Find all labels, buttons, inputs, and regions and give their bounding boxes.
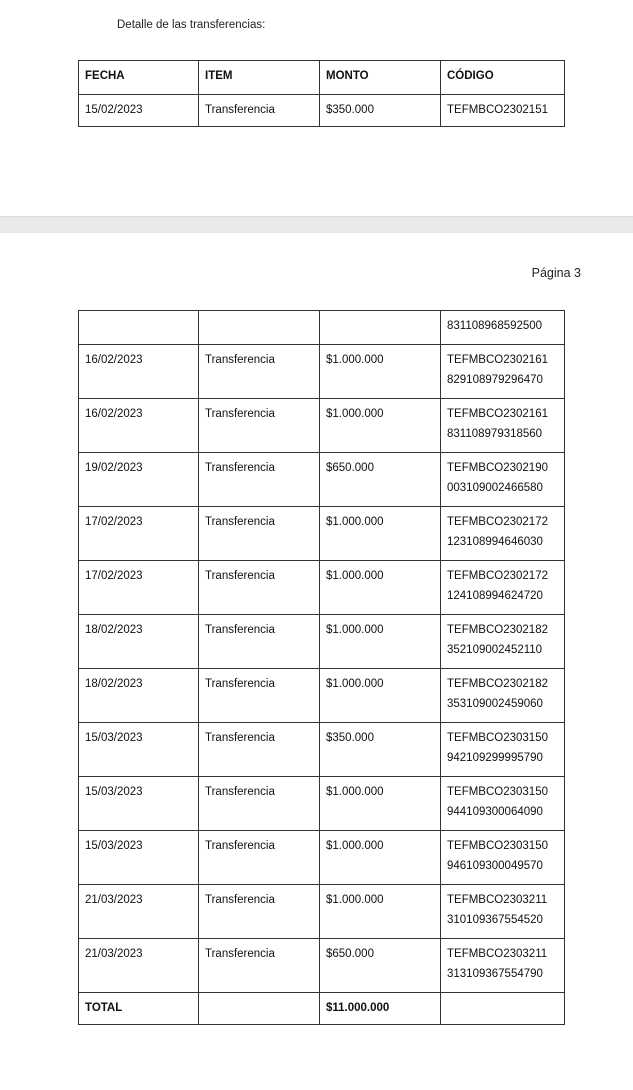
codigo-reference: TEFMBCO2303211	[447, 948, 548, 960]
page-number: Página 3	[531, 266, 581, 280]
cell-codigo	[441, 885, 565, 939]
cell-monto: $650.000	[320, 453, 441, 507]
cell-monto: $1.000.000	[320, 885, 441, 939]
table-row	[79, 561, 565, 615]
header-codigo: CÓDIGO	[441, 61, 565, 95]
cell-item: Transferencia	[199, 453, 320, 507]
cell-fecha: 21/03/2023	[79, 939, 199, 993]
table-row	[79, 885, 565, 939]
cell-codigo	[441, 723, 565, 777]
table-row	[79, 615, 565, 669]
cell-item: Transferencia	[199, 561, 320, 615]
codigo-reference: TEFMBCO2303150	[447, 840, 548, 852]
cell-monto: $1.000.000	[320, 615, 441, 669]
cell-monto: $1.000.000	[320, 507, 441, 561]
table-row	[79, 939, 565, 993]
transfers-table-page-2	[78, 60, 565, 127]
total-label: TOTAL	[79, 993, 199, 1025]
codigo-number: 944109300064090	[447, 806, 543, 818]
cell-codigo	[441, 453, 565, 507]
table-row	[79, 95, 565, 127]
transfers-table-page-3	[78, 310, 565, 1025]
codigo-number: 352109002452110	[447, 644, 543, 656]
cell-codigo	[441, 777, 565, 831]
cell-item: Transferencia	[199, 777, 320, 831]
transfers-intro-text: Detalle de las transferencias:	[117, 19, 266, 31]
cell-empty	[199, 993, 320, 1025]
codigo-reference: TEFMBCO2302182	[447, 678, 548, 690]
cell-fecha: 16/02/2023	[79, 345, 199, 399]
cell-codigo: 831108968592500	[441, 311, 565, 345]
cell-item: Transferencia	[199, 669, 320, 723]
cell-fecha: 16/02/2023	[79, 399, 199, 453]
codigo-number: 831108979318560	[447, 428, 543, 440]
cell-fecha: 17/02/2023	[79, 507, 199, 561]
cell-codigo	[441, 831, 565, 885]
cell-item-empty	[199, 311, 320, 345]
codigo-number: 310109367554520	[447, 914, 543, 926]
table-row-continuation	[79, 311, 565, 345]
cell-codigo	[441, 669, 565, 723]
cell-monto-empty	[320, 311, 441, 345]
codigo-reference: TEFMBCO2302182	[447, 624, 548, 636]
table-row	[79, 669, 565, 723]
cell-empty	[441, 993, 565, 1025]
cell-fecha: 21/03/2023	[79, 885, 199, 939]
cell-monto: $1.000.000	[320, 561, 441, 615]
cell-monto: $650.000	[320, 939, 441, 993]
codigo-number: 946109300049570	[447, 860, 543, 872]
cell-monto: $1.000.000	[320, 399, 441, 453]
cell-monto: $1.000.000	[320, 831, 441, 885]
cell-codigo: TEFMBCO2302151	[441, 95, 565, 127]
cell-codigo	[441, 399, 565, 453]
cell-fecha: 15/03/2023	[79, 777, 199, 831]
codigo-number: 353109002459060	[447, 698, 543, 710]
table-row	[79, 453, 565, 507]
cell-codigo	[441, 615, 565, 669]
cell-monto: $350.000	[320, 723, 441, 777]
table-row	[79, 399, 565, 453]
cell-monto: $350.000	[320, 95, 441, 127]
table-row	[79, 777, 565, 831]
cell-item: Transferencia	[199, 507, 320, 561]
codigo-reference: TEFMBCO2303150	[447, 786, 548, 798]
codigo-reference: TEFMBCO2302172	[447, 516, 548, 528]
cell-fecha: 19/02/2023	[79, 453, 199, 507]
codigo-reference: TEFMBCO2302161	[447, 408, 548, 420]
cell-fecha: 15/03/2023	[79, 723, 199, 777]
header-monto: MONTO	[320, 61, 441, 95]
cell-item: Transferencia	[199, 615, 320, 669]
cell-monto: $1.000.000	[320, 777, 441, 831]
codigo-number: 003109002466580	[447, 482, 543, 494]
cell-fecha: 15/03/2023	[79, 831, 199, 885]
total-amount: $11.000.000	[320, 993, 441, 1025]
cell-item: Transferencia	[199, 95, 320, 127]
table-row	[79, 723, 565, 777]
cell-fecha: 15/02/2023	[79, 95, 199, 127]
table-row	[79, 507, 565, 561]
codigo-reference: TEFMBCO2303211	[447, 894, 548, 906]
cell-codigo	[441, 561, 565, 615]
cell-codigo	[441, 345, 565, 399]
codigo-reference: TEFMBCO2303150	[447, 732, 548, 744]
table-total-row	[79, 993, 565, 1025]
cell-item: Transferencia	[199, 399, 320, 453]
cell-item: Transferencia	[199, 939, 320, 993]
table-row	[79, 345, 565, 399]
cell-item: Transferencia	[199, 831, 320, 885]
cell-fecha: 17/02/2023	[79, 561, 199, 615]
cell-fecha-empty	[79, 311, 199, 345]
cell-item: Transferencia	[199, 723, 320, 777]
codigo-number: 829108979296470	[447, 374, 543, 386]
codigo-number: 313109367554790	[447, 968, 543, 980]
codigo-number: 123108994646030	[447, 536, 543, 548]
cell-fecha: 18/02/2023	[79, 615, 199, 669]
header-item: ITEM	[199, 61, 320, 95]
cell-fecha: 18/02/2023	[79, 669, 199, 723]
codigo-number: 942109299995790	[447, 752, 543, 764]
cell-item: Transferencia	[199, 345, 320, 399]
page-separator	[0, 216, 633, 234]
codigo-number: 124108994624720	[447, 590, 543, 602]
header-fecha: FECHA	[79, 61, 199, 95]
cell-monto: $1.000.000	[320, 345, 441, 399]
cell-codigo	[441, 939, 565, 993]
codigo-reference: TEFMBCO2302190	[447, 462, 548, 474]
codigo-reference: TEFMBCO2302172	[447, 570, 548, 582]
cell-monto: $1.000.000	[320, 669, 441, 723]
cell-item: Transferencia	[199, 885, 320, 939]
table-header-row	[79, 61, 565, 95]
codigo-reference: TEFMBCO2302161	[447, 354, 548, 366]
table-row	[79, 831, 565, 885]
cell-codigo	[441, 507, 565, 561]
